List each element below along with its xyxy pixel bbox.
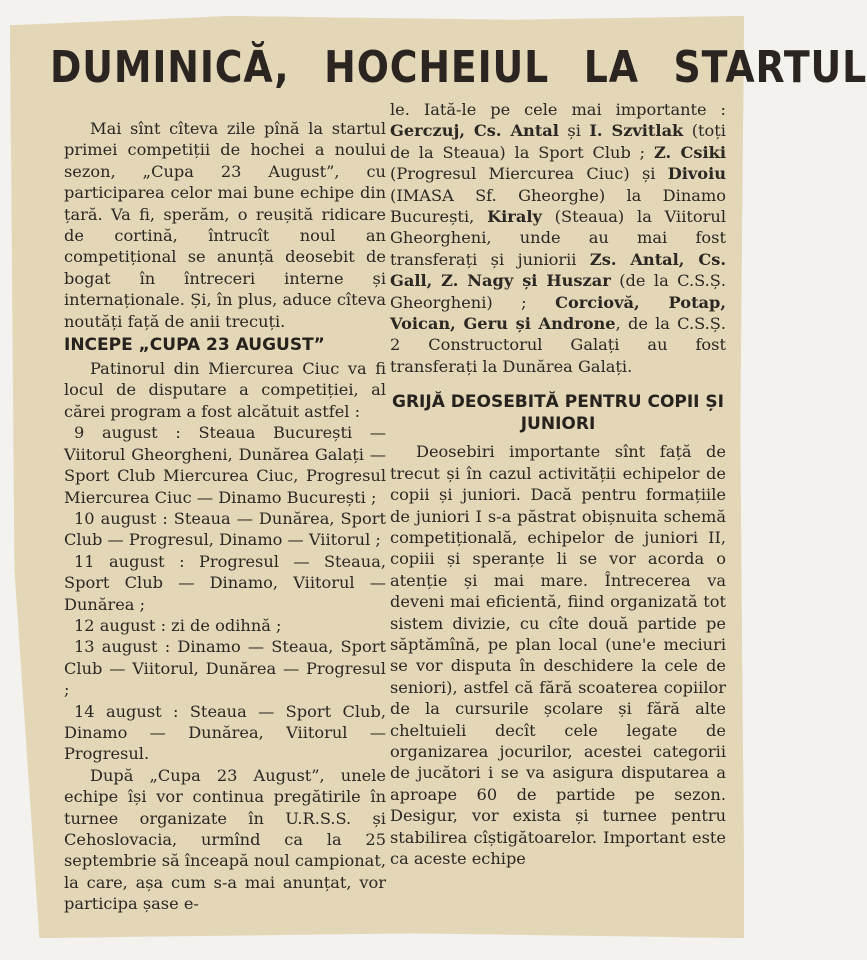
- schedule-day-5: 13 august : Dinamo — Steaua, Sport Club — Viitorul, Dunărea — Progresul ;: [64, 637, 386, 700]
- right-column: [390, 99, 726, 869]
- headline: DUMINICĂ, HOCHEIUL LA STARTUL: [50, 42, 867, 93]
- schedule-day-1: 9 august : Steaua București — Viitorul Gheorgheni, Dunărea Galați — Sport Club Miercurea Ciuc, Progresul Miercurea Ciuc — Dinamo București ;: [64, 423, 386, 507]
- schedule-day-4: 12 august : zi de odihnă ;: [74, 615, 282, 635]
- venue-paragraph: Patinorul din Miercurea Ciuc va fi locul de disputare a competiției, al cărei program a fost alcătuit astfel :: [64, 359, 386, 421]
- transfers-paragraph: le. Iată-le pe cele mai importante : Gerczuj, Cs. Antal și I. Szvitlak (toți de la Steaua) la Sport Club ; Z. Csiki (Progresul Miercurea Ciuc) și Divoiu (IMASA Sf. Gheorghe) la Dinamo București, Kiraly (Steaua) la Viitorul Gheorgheni, unde au mai fost transferați și juniorii Zs. Antal, Cs. Gall, Z. Nagy și Huszar (de la C.S.Ș. Gheorgheni) ; Corciovă, Potap, Voican, Geru și Androne, de la C.S.Ș. 2 Constructorul Galați au fost transferați la Dunărea Galați.: [390, 100, 727, 376]
- schedule-day-2: 10 august : Steaua — Dunărea, Sport Club — Progresul, Dinamo — Viitorul ;: [64, 508, 386, 550]
- subheading-cupa: INCEPE „CUPA 23 AUGUST”: [64, 335, 325, 356]
- after-cup-paragraph: După „Cupa 23 August”, unele echipe își vor continua pregătirile în turnee organizate în U.R.S.S. și Cehoslovacia, urmînd ca la 25 septembrie să înceapă noul campionat, la care, așa cum s-a mai anunțat, vor participa șase e-: [64, 765, 386, 914]
- schedule-day-3: 11 august : Progresul — Steaua, Sport Club — Dinamo, Viitorul — Dunărea ;: [64, 551, 386, 614]
- subheading-juniori: GRIJĂ DEOSEBITĂ PENTRU COPII ȘI JUNIORI: [392, 392, 724, 435]
- intro-paragraph: Mai sînt cîteva zile pînă la startul primei competiții de hochei a noului sezon, „Cupa 23 August”, cu participarea celor mai bune echipe din țară. Va fi, sperăm, o reușită ridicare de cortină, întrucît noul an competițional se anunță deosebit de bogat în întreceri interne și internaționale. Și, în plus, aduce cîteva noutăți față de anii trecuți.: [64, 119, 386, 331]
- juniors-paragraph: Deosebiri importante sînt față de trecut și în cazul activității echipelor de copii și juniori. Dacă pentru formațiile de juniori I s-a păstrat obișnuita schemă competițională, echipelor de juniori II, copiii și speranțe li se vor acorda o atenție și mai mare. Întrecerea va deveni mai eficientă, fiind organizată tot sistem divizie, cu cîte două partide pe săptămînă, pe plan local (une'e meciuri se vor disputa în deschidere la cele de seniori), astfel că fără scoaterea copiilor de la cursurile școlare și fără alte cheltuieli decît cele legate de organizarea jocurilor, acestei categorii de jucători i se va asigura disputarea a aproape 60 de partide pe sezon. Desigur, vor exista și turnee pentru stabilirea cîștigătoarelor. Important este ca aceste echipe: [390, 442, 726, 868]
- schedule-day-6: 14 august : Steaua — Sport Club, Dinamo — Dunărea, Viitorul — Progresul.: [64, 701, 386, 764]
- left-column: [64, 118, 386, 915]
